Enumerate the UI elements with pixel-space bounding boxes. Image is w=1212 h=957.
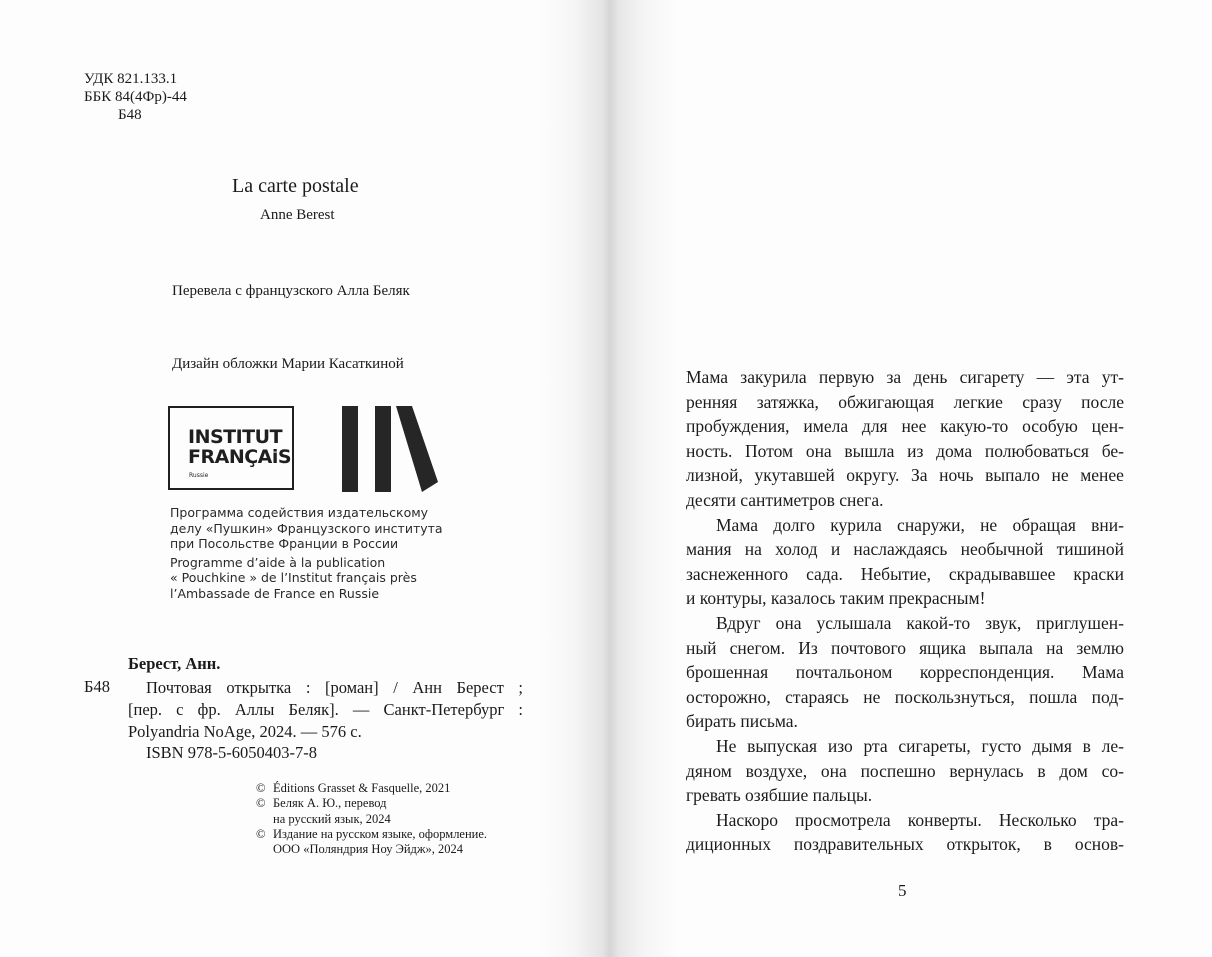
- catalog-word: :: [305, 678, 311, 697]
- copyright-row: [256, 796, 487, 811]
- text-word: на: [1046, 637, 1064, 658]
- text-word: нее: [901, 416, 927, 437]
- catalog-word: Polyandria NoAge, 2024. — 576 с.: [128, 722, 362, 741]
- text-word: землю: [1076, 637, 1124, 658]
- text-word: заснеженного: [686, 563, 789, 584]
- text-word: в: [1043, 834, 1052, 855]
- udk-bbk-block: [84, 70, 187, 124]
- text-word: менее: [1080, 465, 1124, 486]
- text-word: основ-: [1074, 834, 1124, 855]
- text-word: гревать озябшие пальцы.: [686, 785, 873, 806]
- copyright-symbol: ©: [256, 826, 266, 841]
- text-word: дом: [1059, 760, 1088, 781]
- text-word: ность.: [686, 440, 733, 461]
- text-word: в: [1037, 760, 1046, 781]
- copyright-text: на русский язык, 2024: [273, 811, 391, 826]
- text-word: холод: [775, 539, 818, 560]
- text-line: [686, 709, 1124, 734]
- text-word: сигареты,: [898, 735, 971, 756]
- text-word: сада.: [806, 563, 843, 584]
- program-line: при Посольстве Франции в России: [170, 536, 399, 551]
- text-word: мания: [686, 539, 732, 560]
- text-word: первую: [818, 367, 875, 387]
- text-word: поскользнуться,: [894, 686, 1015, 707]
- text-word: какую-то: [940, 416, 1009, 437]
- text-word: тишиной: [1056, 539, 1124, 560]
- text-line: [686, 734, 1124, 759]
- text-word: Мама: [686, 367, 729, 387]
- text-word: пошла: [1029, 686, 1078, 707]
- program-line: делу «Пушкин» Французского института: [170, 520, 443, 536]
- text-line: [686, 562, 1124, 587]
- text-word: ящика: [919, 637, 967, 658]
- text-word: имела: [803, 416, 849, 437]
- text-word: вни-: [1091, 514, 1124, 535]
- author-mark: Б48: [118, 107, 142, 123]
- text-word: изо: [827, 735, 853, 756]
- publishing-program-note: [170, 505, 443, 601]
- text-word: поздравительных: [793, 834, 924, 855]
- catalog-word: Почтовая: [146, 678, 212, 697]
- catalog-code: Б48: [84, 677, 110, 696]
- institut-francais-logo: [168, 406, 294, 490]
- text-word: она: [775, 612, 802, 633]
- catalog-word: Аллы: [234, 700, 275, 719]
- text-word: затяжка,: [756, 391, 819, 412]
- text-word: приглушен-: [1036, 612, 1124, 633]
- text-word: —: [1036, 367, 1055, 387]
- text-word: не: [1051, 465, 1069, 486]
- udk-code: УДК 821.133.1: [84, 71, 178, 87]
- copyright-row: [256, 827, 487, 842]
- text-word: под-: [1091, 686, 1124, 707]
- text-word: укутавшей: [754, 465, 835, 486]
- catalog-word: ;: [518, 678, 523, 697]
- catalog-word: открытка: [226, 678, 292, 697]
- text-word: стараясь: [785, 686, 849, 707]
- text-word: не: [980, 514, 998, 535]
- text-word: Небытие,: [860, 563, 931, 584]
- text-word: дяном: [686, 760, 732, 781]
- text-word: выпуская: [747, 735, 818, 756]
- text-word: не: [863, 686, 881, 707]
- catalog-word: [роман]: [324, 678, 379, 697]
- text-word: день: [913, 367, 948, 387]
- text-word: ле-: [1101, 735, 1124, 756]
- text-word: курила: [830, 514, 882, 535]
- text-word: почтового: [830, 637, 906, 658]
- text-word: открыток,: [946, 834, 1021, 855]
- text-word: Мама: [716, 514, 759, 535]
- text-word: эта: [1066, 367, 1090, 387]
- text-word: и: [830, 539, 841, 560]
- program-line: « Pouchkine » de l’Institut français près: [170, 570, 417, 585]
- copyright-row: [256, 812, 487, 827]
- text-word: почтальоном: [795, 662, 893, 683]
- text-word: долго: [773, 514, 815, 535]
- text-word: Мама: [1081, 662, 1124, 683]
- program-line: Programme d’aide à la publication: [170, 554, 386, 570]
- text-word: Несколько: [998, 809, 1077, 830]
- text-word: полюбоваться: [984, 440, 1089, 461]
- text-word: бирать письма.: [686, 711, 798, 732]
- text-word: дымя: [1032, 735, 1072, 756]
- catalog-word: фр.: [197, 700, 221, 719]
- text-word: лизной,: [686, 465, 743, 486]
- text-word: закурила: [740, 367, 807, 387]
- original-title: La carte postale: [232, 175, 359, 197]
- translator-credit: Перевела с французского Алла Беляк: [172, 283, 410, 299]
- text-word: просмотрела: [795, 809, 891, 830]
- text-word: десяти сантиметров снега.: [686, 489, 884, 510]
- original-author: Anne Berest: [260, 207, 335, 223]
- text-word: услышала: [816, 612, 892, 633]
- text-line: [686, 783, 1124, 808]
- text-word: обращая: [1012, 514, 1076, 535]
- text-word: наслаждаясь: [853, 539, 948, 560]
- text-line: [686, 586, 1124, 611]
- copyright-text: Éditions Grasset & Fasquelle, 2021: [273, 781, 451, 795]
- program-line: l’Ambassade de France en Russie: [170, 585, 380, 601]
- copyright-text: Беляк А. Ю., перевод: [273, 796, 387, 811]
- text-word: воздухе,: [745, 760, 808, 781]
- text-word: звук,: [985, 612, 1022, 633]
- copyright-symbol: [256, 812, 273, 827]
- text-word: округу.: [846, 465, 900, 486]
- text-word: особую: [1022, 416, 1078, 437]
- catalog-word: [пер.: [128, 700, 163, 719]
- publisher-mark-icon: [340, 406, 440, 492]
- text-word: снаружи,: [897, 514, 965, 535]
- text-line: [686, 660, 1124, 685]
- copyright-text: Издание на русском языке, оформление.: [273, 826, 488, 841]
- copyright-symbol: ©: [256, 796, 266, 811]
- text-word: со-: [1101, 760, 1124, 781]
- catalog-word: Берест: [456, 678, 504, 697]
- text-line: [686, 463, 1124, 488]
- catalog-word: Беляк].: [288, 700, 339, 719]
- text-word: Наскоро: [716, 809, 779, 830]
- text-word: корреспонденция.: [919, 662, 1055, 683]
- copyright-symbol: [256, 842, 273, 857]
- text-word: сразу: [1022, 391, 1062, 412]
- text-line: [686, 808, 1124, 833]
- bbk-code: ББК 84(4Фр)-44: [84, 89, 187, 105]
- text-word: рта: [863, 735, 888, 756]
- text-line: [686, 365, 1124, 390]
- catalog-word: Санкт-Петербург: [383, 700, 505, 719]
- copyright-row: [256, 781, 487, 796]
- text-word: пробуждения,: [686, 416, 790, 437]
- text-word: она: [805, 440, 832, 461]
- cover-design-credit: Дизайн обложки Марии Касаткиной: [172, 356, 404, 372]
- text-word: ночь: [939, 465, 974, 486]
- catalog-word: :: [518, 700, 523, 719]
- catalog-line: [128, 721, 523, 743]
- text-line: [686, 685, 1124, 710]
- text-line: [686, 488, 1124, 513]
- book-gutter-shadow: [540, 0, 680, 957]
- catalog-line: [128, 677, 523, 699]
- text-line: [686, 759, 1124, 784]
- text-word: поспешно: [860, 760, 936, 781]
- text-line: [686, 537, 1124, 562]
- text-word: после: [1081, 391, 1124, 412]
- text-word: сигарету: [959, 367, 1025, 387]
- text-word: Потом: [745, 440, 794, 461]
- text-line: [686, 390, 1124, 415]
- text-word: ренняя: [686, 391, 738, 412]
- text-word: какой-то: [906, 612, 971, 633]
- text-word: на: [744, 539, 762, 560]
- text-word: вышла: [844, 440, 895, 461]
- text-word: необычной: [960, 539, 1044, 560]
- logo-country: Russie: [189, 472, 209, 479]
- text-word: осторожно,: [686, 686, 771, 707]
- logo-line-2: FRANÇAiS: [188, 446, 292, 468]
- chapter-text: [686, 365, 1124, 857]
- catalog-word: с: [176, 700, 184, 719]
- copyright-symbol: ©: [256, 781, 266, 795]
- text-word: для: [861, 416, 888, 437]
- text-word: легкие: [953, 391, 1003, 412]
- text-word: из: [907, 440, 924, 461]
- text-word: краски: [1073, 563, 1124, 584]
- catalog-description: [128, 677, 523, 743]
- text-word: Из: [798, 637, 818, 658]
- text-word: тра-: [1093, 809, 1124, 830]
- copyright-text: ООО «Поляндрия Ноу Эйдж», 2024: [273, 842, 464, 857]
- page-number: 5: [898, 881, 907, 900]
- catalog-line: [128, 699, 523, 721]
- catalog-word: Анн: [412, 678, 442, 697]
- catalog-word: —: [352, 700, 370, 719]
- program-line: Программа содействия издательскому: [170, 505, 429, 520]
- copyright-row: [256, 842, 487, 857]
- text-line: [686, 611, 1124, 636]
- text-line: [686, 414, 1124, 439]
- text-word: За: [910, 465, 928, 486]
- text-line: [686, 513, 1124, 538]
- text-word: бе-: [1101, 440, 1124, 461]
- text-word: за: [886, 367, 902, 387]
- text-word: цен-: [1091, 416, 1124, 437]
- text-word: снегом.: [729, 637, 786, 658]
- isbn: ISBN 978-5-6050403-7-8: [146, 743, 317, 762]
- text-word: обжигающая: [838, 391, 935, 412]
- text-line: [686, 832, 1124, 857]
- text-word: густо: [981, 735, 1022, 756]
- logo-line-1: INSTITUT: [188, 426, 283, 448]
- text-word: ный: [686, 637, 717, 658]
- text-word: конверты.: [907, 809, 982, 830]
- text-word: скрадывавшее: [948, 563, 1056, 584]
- text-line: [686, 439, 1124, 464]
- catalog-word: /: [393, 678, 398, 697]
- text-word: брошенная: [686, 662, 769, 683]
- text-word: вернулась: [949, 760, 1024, 781]
- text-word: диционных: [686, 834, 771, 855]
- text-word: Вдруг: [716, 612, 761, 633]
- text-word: она: [820, 760, 847, 781]
- text-line: [686, 636, 1124, 661]
- catalog-author-heading: Берест, Анн.: [128, 654, 221, 673]
- text-word: выпало: [985, 465, 1040, 486]
- text-word: в: [1082, 735, 1091, 756]
- text-word: дома: [936, 440, 973, 461]
- copyright-block: [256, 781, 487, 857]
- text-word: Не: [716, 735, 737, 756]
- text-word: и контуры, казалось таким прекрасным!: [686, 588, 986, 609]
- text-word: выпала: [979, 637, 1033, 658]
- text-word: ут-: [1101, 367, 1124, 387]
